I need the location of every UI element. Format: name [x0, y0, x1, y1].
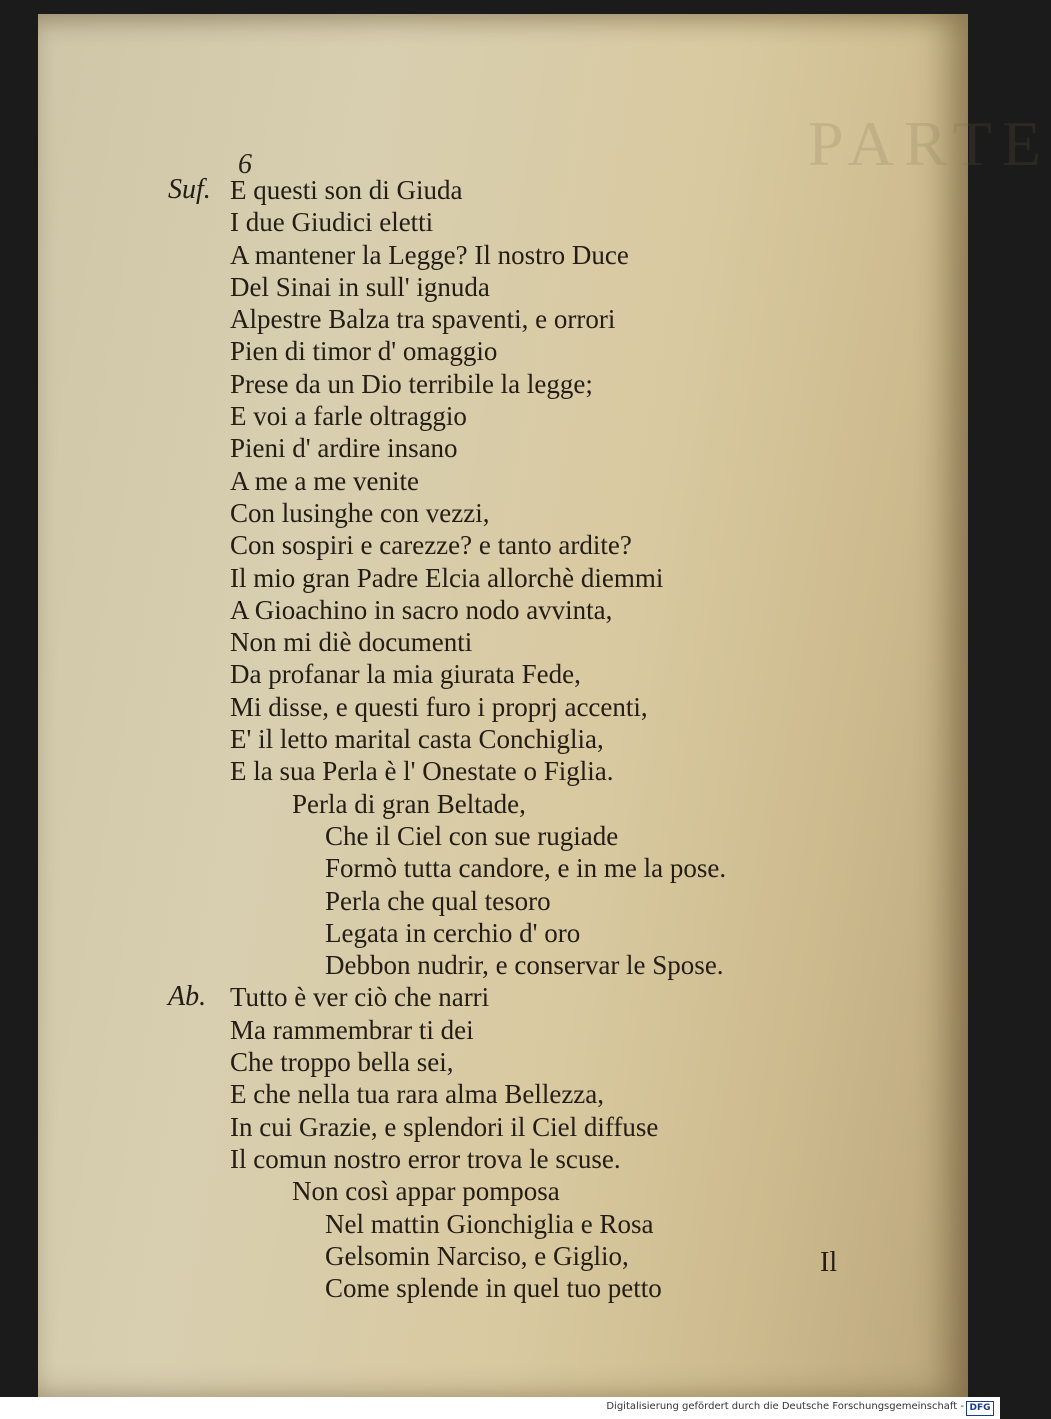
verse-line	[38, 206, 968, 238]
verse-line-text: Tutto è ver ciò che narri	[230, 982, 490, 1013]
verse-line-text: Ma rammembrar ti dei	[230, 1014, 474, 1045]
verse-line-text: Nel mattin Gionchiglia e Rosa	[325, 1208, 654, 1239]
verse-line-text: Il comun nostro error trova le scuse.	[230, 1143, 621, 1174]
verse-line-text: Legata in cerchio d' oro	[325, 917, 581, 948]
verse-line	[38, 368, 968, 400]
verse-line	[38, 1208, 968, 1240]
verse-line-text: Perla di gran Beltade,	[292, 788, 526, 819]
verse-line-text: I due Giudici eletti	[230, 207, 434, 238]
verse-line-text: Con lusinghe con vezzi,	[230, 497, 490, 528]
verse-line	[38, 174, 968, 206]
verse-line-text: Non così appar pomposa	[292, 1176, 560, 1207]
verse-line	[38, 691, 968, 723]
verse-line	[38, 788, 968, 820]
verse-line	[38, 1046, 968, 1078]
verse-line-text: Da profanar la mia giurata Fede,	[230, 659, 581, 690]
verse-line-text: Perla che qual tesoro	[325, 885, 551, 916]
verse-line	[38, 885, 968, 917]
verse-line-text: Che il Ciel con sue rugiade	[325, 820, 619, 851]
verse-line	[38, 1143, 968, 1175]
verse-line-text: E la sua Perla è l' Onestate o Figlia.	[230, 756, 614, 787]
verse-line	[38, 981, 968, 1013]
speaker-label: Ab.	[168, 981, 207, 1013]
verse-line-text: Formò tutta candore, e in me la pose.	[325, 853, 727, 884]
verse-line-text: Prese da un Dio terribile la legge;	[230, 368, 593, 399]
verse-line-text: Con sospiri e carezze? e tanto ardite?	[230, 530, 632, 561]
funding-notice: Digitalisierung gefördert durch die Deutsche Forschungsgemeinschaft -	[606, 1401, 964, 1412]
verse-line	[38, 755, 968, 787]
verse-line-text: In cui Grazie, e splendori il Ciel diffuse	[230, 1111, 659, 1142]
verse-line	[38, 852, 968, 884]
verse-line	[38, 1078, 968, 1110]
verse-line-text: A Gioachino in sacro nodo avvinta,	[230, 594, 613, 625]
verse-line-text: E voi a farle oltraggio	[230, 401, 467, 432]
verse-line-text: Il mio gran Padre Elcia allorchè diemmi	[230, 562, 664, 593]
verse-line	[38, 723, 968, 755]
verse-line	[38, 529, 968, 561]
verse-line-text: Alpestre Balza tra spaventi, e orrori	[230, 304, 616, 335]
verse-line-text: E questi son di Giuda	[230, 175, 463, 205]
verse-line	[38, 562, 968, 594]
catchword: Il	[820, 1247, 838, 1278]
footer-bar	[0, 1397, 1000, 1419]
book-page	[38, 14, 1051, 1397]
verse-line	[38, 465, 968, 497]
verse-line	[38, 303, 968, 335]
verse-line-text: Pien di timor d' omaggio	[230, 336, 498, 367]
verse-line	[38, 432, 968, 464]
verse-line-text: Mi disse, e questi furo i proprj accenti,	[230, 691, 648, 722]
verse-line-text: E che nella tua rara alma Bellezza,	[230, 1079, 605, 1110]
verse-line	[38, 658, 968, 690]
verse-line	[38, 917, 968, 949]
verse-line-text: E' il letto marital casta Conchiglia,	[230, 724, 604, 755]
verse-line	[38, 949, 968, 981]
verse-line-text: A mantener la Legge? Il nostro Duce	[230, 239, 629, 270]
verse-line-text: Debbon nudrir, e conservar le Spose.	[325, 950, 724, 981]
verse-line	[38, 1014, 968, 1046]
verse-line-text: A me a me venite	[230, 465, 419, 496]
verse-line	[38, 400, 968, 432]
dfg-logo: DFG	[966, 1401, 994, 1416]
verse-line	[38, 1175, 968, 1207]
verse-line	[38, 594, 968, 626]
verse-line-text: Non mi diè documenti	[230, 627, 473, 658]
verse-line	[38, 239, 968, 271]
verse-line-text: Pieni d' ardire insano	[230, 433, 458, 464]
verse-line-text: Gelsomin Narciso, e Giglio,	[325, 1240, 629, 1271]
bleed-through-text: PARTE	[808, 108, 1051, 179]
verse-line	[38, 626, 968, 658]
verse-line-text: Che troppo bella sei,	[230, 1047, 454, 1078]
verse-line-text: Del Sinai in sull' ignuda	[230, 271, 490, 302]
verse-text	[38, 174, 968, 1304]
verse-line	[38, 820, 968, 852]
page-number: 6	[238, 149, 252, 180]
speaker-label: Suf.	[168, 174, 211, 205]
verse-line	[38, 1111, 968, 1143]
verse-line	[38, 335, 968, 367]
verse-line	[38, 497, 968, 529]
verse-line	[38, 271, 968, 303]
verse-line-text: Come splende in quel tuo petto	[325, 1273, 662, 1304]
